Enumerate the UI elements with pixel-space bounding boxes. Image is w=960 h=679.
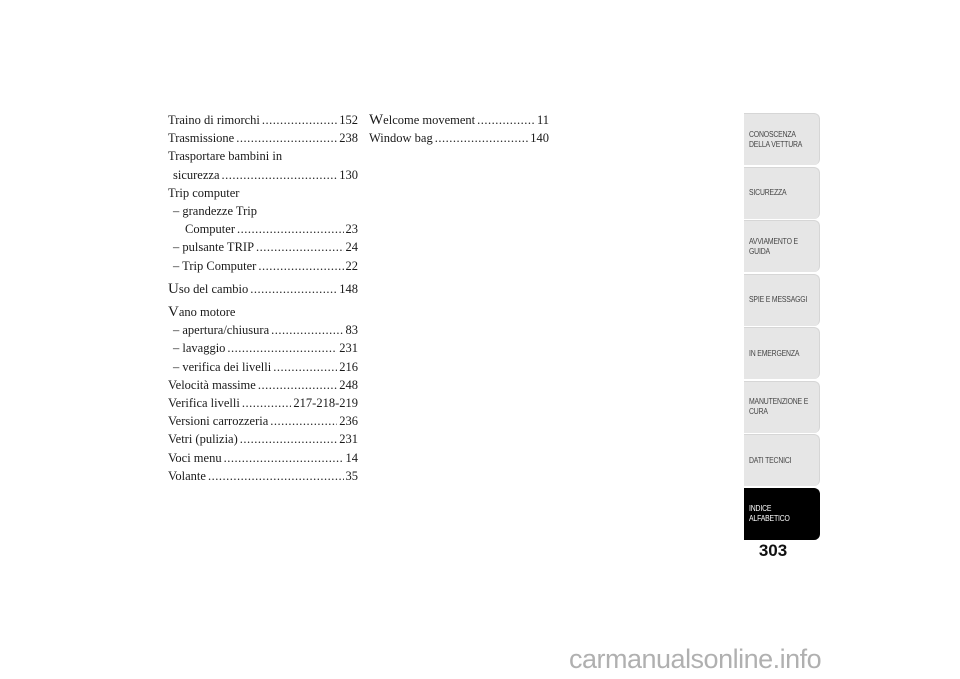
page-number: 303 [758, 541, 788, 560]
index-entry: Vano motore [168, 304, 236, 321]
index-entry[interactable]: Vetri (pulizia) ..... 231 [168, 430, 358, 448]
tab-sicurezza[interactable]: SICUREZZA [744, 167, 820, 219]
tab-manutenzione-e-cura[interactable]: MANUTENZIONE E CURA [744, 381, 820, 433]
section-letter: U [168, 280, 179, 297]
index-entry[interactable]: sicurezza ..... 130 [168, 166, 358, 184]
index-subentry: – grandezze Trip [173, 204, 258, 219]
tab-conoscenza-della-vettura[interactable]: CONOSCENZA DELLA VETTURA [744, 113, 820, 165]
index-entry[interactable]: Traino di rimorchi ..... 152 [168, 111, 358, 129]
index-subentry[interactable]: – pulsante TRIP ..... 24 [168, 238, 358, 256]
index-entry[interactable]: Window bag ..... 140 [369, 129, 549, 147]
section-letter: V [168, 304, 179, 321]
index-subentry[interactable]: – verifica dei livelli ..... 216 [168, 358, 358, 376]
tab-in-emergenza[interactable]: IN EMERGENZA [744, 327, 820, 379]
index-entry[interactable]: Voci menu ..... 14 [168, 449, 358, 467]
tab-dati-tecnici[interactable]: DATI TECNICI [744, 434, 820, 486]
index-entry[interactable]: Welcome movement ..... 11 [369, 111, 549, 129]
index-subentry[interactable]: – apertura/chiusura ..... 83 [168, 321, 358, 339]
index-entry[interactable]: Uso del cambio ..... 148 [168, 280, 358, 298]
index-entry[interactable]: Trasmissione ..... 238 [168, 129, 358, 147]
watermark: carmanualsonline.info [569, 644, 822, 674]
index-entry: Trip computer [168, 185, 240, 200]
index-column-1 [168, 111, 358, 485]
index-entry[interactable]: Versioni carrozzeria ..... 236 [168, 412, 358, 430]
index-column-2 [369, 111, 549, 147]
index-subentry[interactable]: – lavaggio ..... 231 [168, 339, 358, 357]
tab-avviamento-e-guida[interactable]: AVVIAMENTO E GUIDA [744, 220, 820, 272]
index-entry[interactable]: Volante ..... 35 [168, 467, 358, 485]
section-tabs [744, 113, 820, 541]
section-letter: W [369, 112, 384, 128]
tab-indice-alfabetico[interactable]: INDICE ALFABETICO [744, 488, 820, 540]
index-subentry[interactable]: Computer ..... 23 [168, 220, 358, 238]
index-subentry[interactable]: – Trip Computer ..... 22 [168, 257, 358, 275]
tab-spie-e-messaggi[interactable]: SPIE E MESSAGGI [744, 274, 820, 326]
index-entry[interactable]: Velocità massime ..... 248 [168, 376, 358, 394]
index-entry: Trasportare bambini in [168, 149, 283, 164]
index-entry[interactable]: Verifica livelli ..... 217-218-219 [168, 394, 358, 412]
